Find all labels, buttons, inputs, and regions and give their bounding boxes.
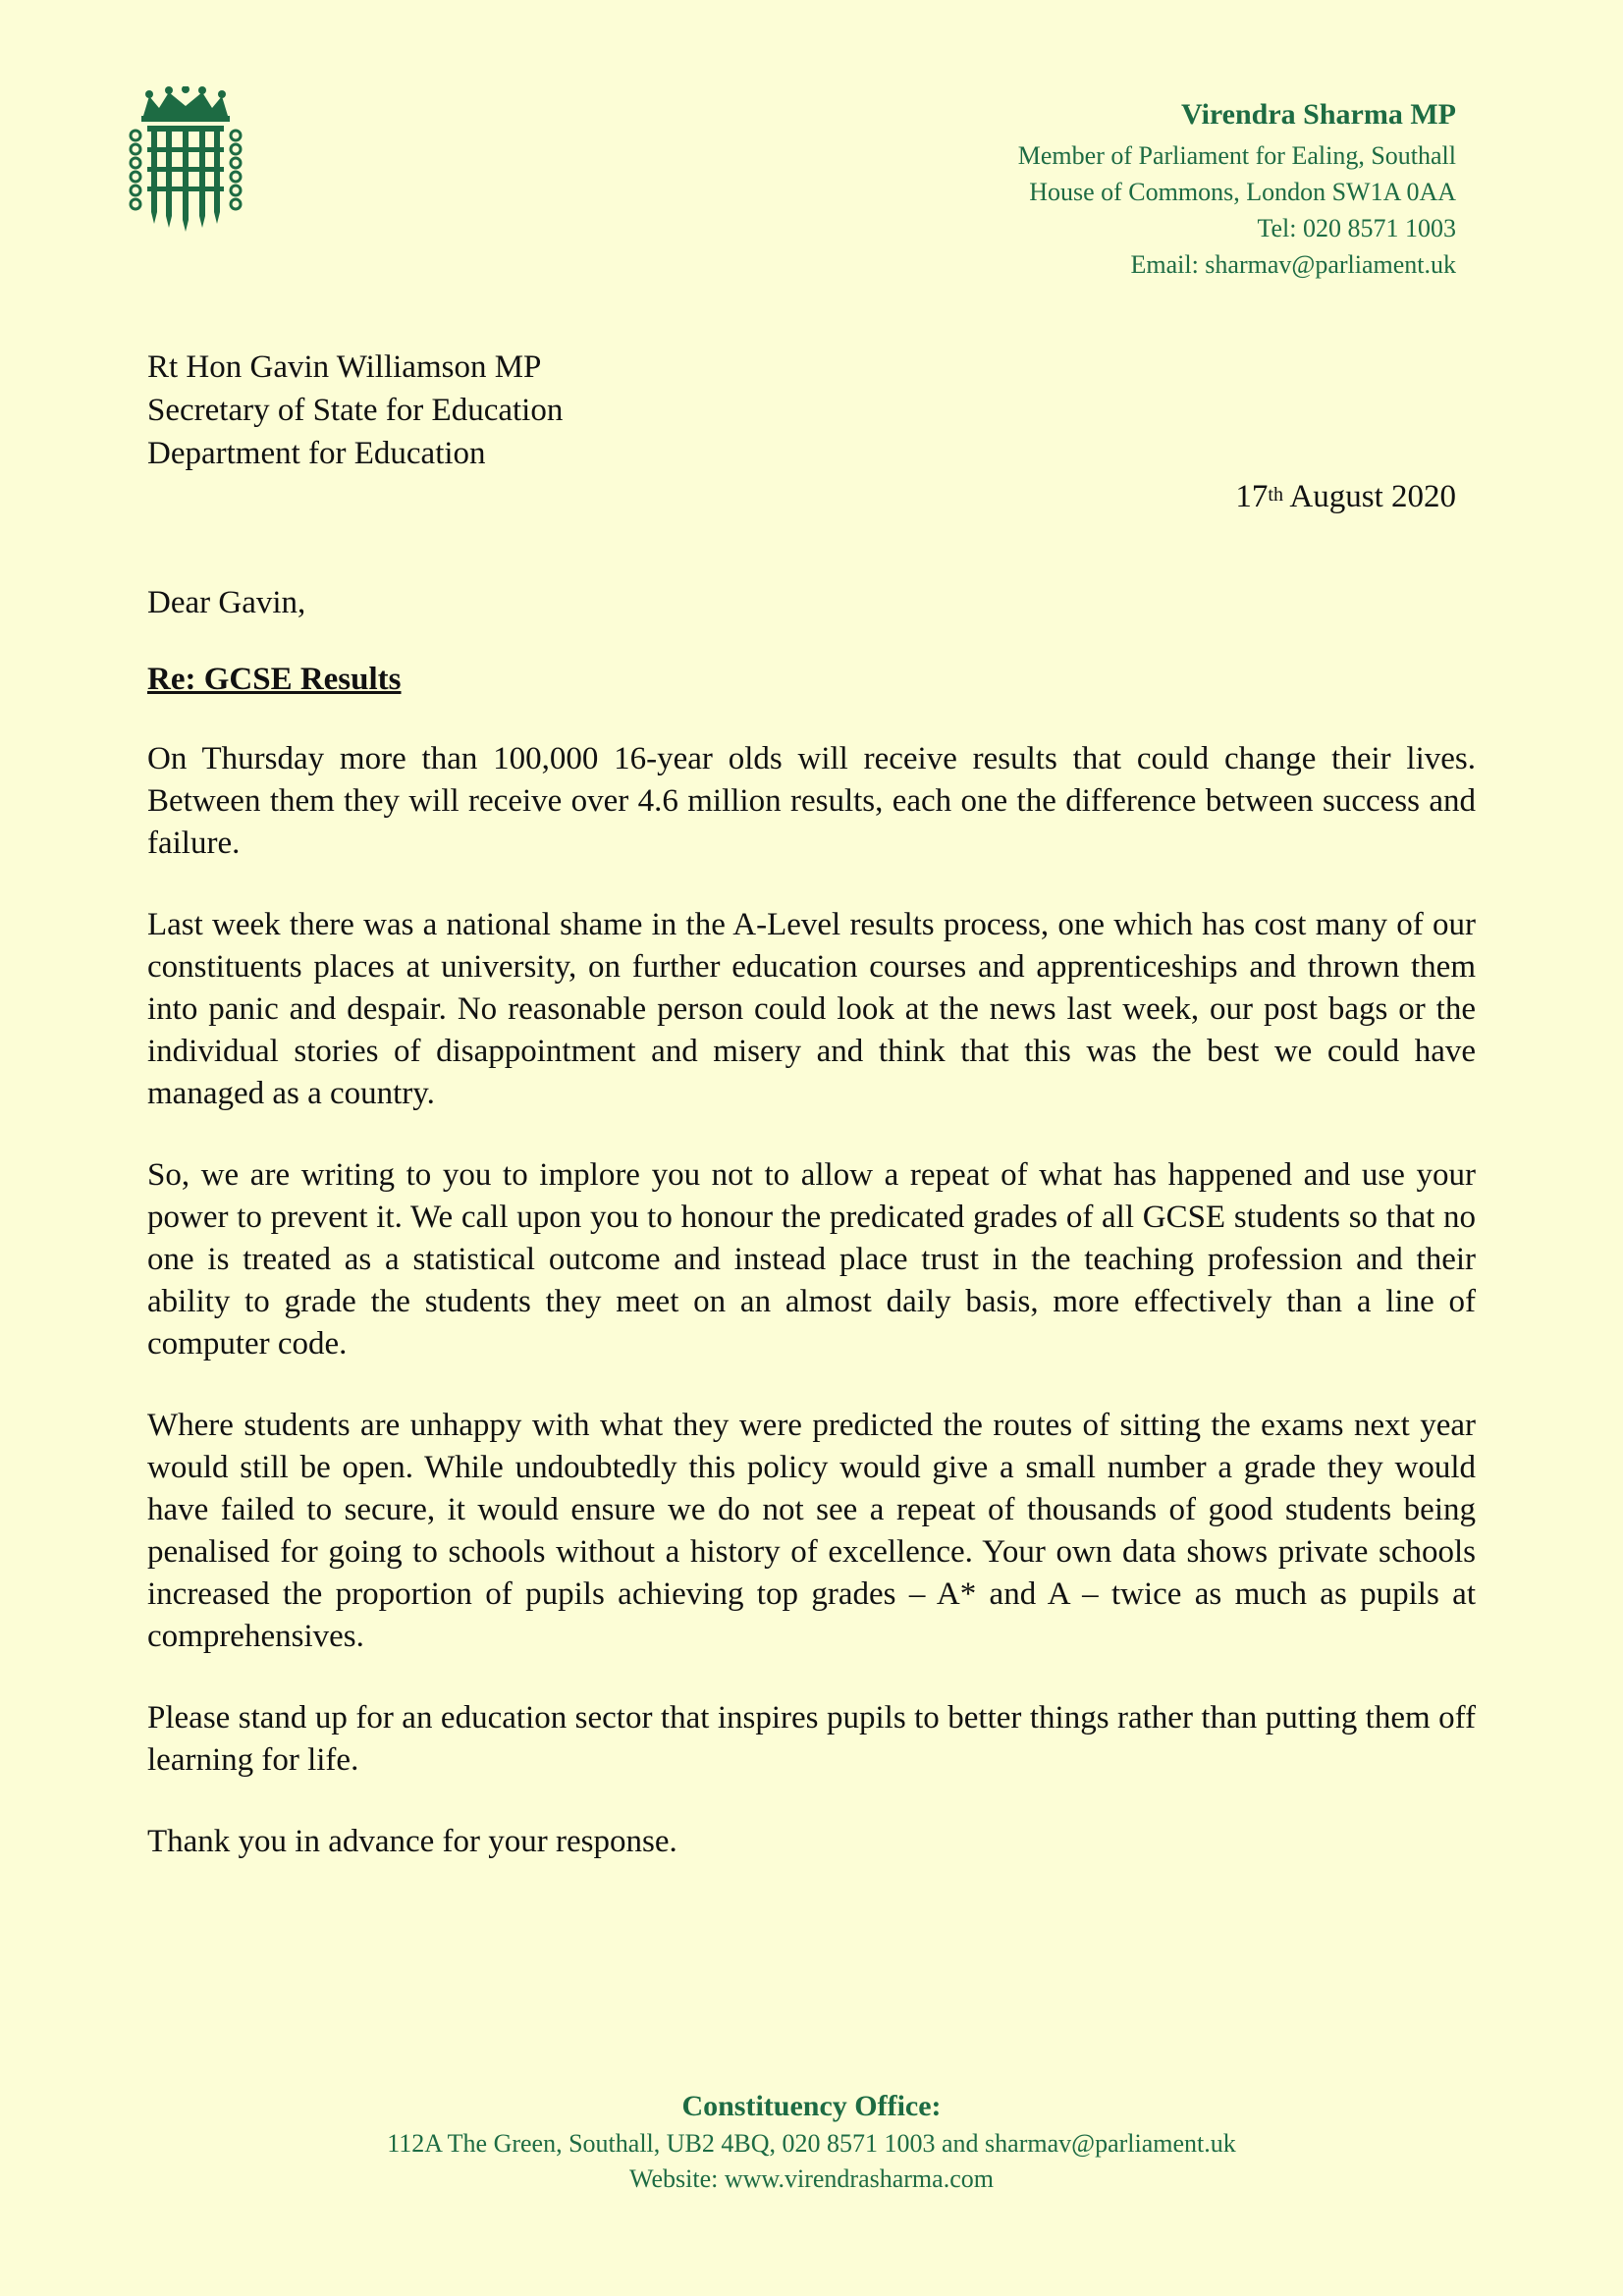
sender-email: Email: sharmav@parliament.uk xyxy=(1130,250,1456,279)
sender-name: Virendra Sharma MP xyxy=(1181,98,1456,131)
sender-tel: Tel: 020 8571 1003 xyxy=(1257,214,1456,242)
sender-block xyxy=(1018,94,1456,283)
body-paragraph: Last week there was a national shame in the A-Level results process, one which has cost many of our constituents places at university, on further education courses and apprenticeships and thrown them into panic and despair. No reasonable person could look at the news last week, our post bags or the individual stories of disappointment and misery and think that this was the best we could have managed as a country. xyxy=(147,907,1476,1111)
footer xyxy=(0,2087,1623,2197)
subject-line: Re: GCSE Results xyxy=(147,662,402,697)
body-paragraph: Where students are unhappy with what they were predicted the routes of sitting the exams next year would still be open. While undoubtedly this policy would give a small number a grade they would have failed to secure, it would ensure we do not see a repeat of thousands of good students being penalised for going to schools without a history of excellence. Your own data shows private schools increased the proportion of pupils achieving top grades – A* and A – twice as much as pupils at comprehensives. xyxy=(147,1408,1476,1654)
body-paragraph: On Thursday more than 100,000 16-year olds will receive results that could change their lives. Between them they will receive over 4.6 million results, each one the difference between success and failure. xyxy=(147,741,1476,861)
letter-body xyxy=(147,738,1476,1902)
sender-role: Member of Parliament for Ealing, Southall xyxy=(1017,141,1456,170)
date-day: 17 xyxy=(1235,479,1269,514)
constituency-office-title: Constituency Office: xyxy=(681,2090,942,2122)
constituency-office-address: 112A The Green, Southall, UB2 4BQ, 020 8571 1003 and sharmav@parliament.uk xyxy=(387,2129,1236,2158)
portcullis-crown-icon xyxy=(126,86,245,232)
date-rest: August 2020 xyxy=(1289,479,1456,514)
recipient-department: Department for Education xyxy=(147,436,486,471)
recipient-name: Rt Hon Gavin Williamson MP xyxy=(147,349,542,385)
letter-date xyxy=(1235,475,1456,518)
date-suffix: th xyxy=(1268,484,1283,506)
salutation: Dear Gavin, xyxy=(147,585,306,620)
body-paragraph: Please stand up for an education sector that inspires pupils to better things rather than putting them off learning for life. xyxy=(147,1700,1476,1778)
recipient-title: Secretary of State for Education xyxy=(147,393,564,428)
sender-address: House of Commons, London SW1A 0AA xyxy=(1029,178,1456,206)
website-link[interactable]: Website: www.virendrasharma.com xyxy=(629,2164,994,2193)
recipient-block xyxy=(147,346,563,475)
body-paragraph: So, we are writing to you to implore you not to allow a repeat of what has happened and use your power to prevent it. We call upon you to honour the predicated grades of all GCSE students so that no one is treated as a statistical outcome and instead place trust in the teaching profession and their ability to grade the students they meet on an almost daily basis, more effectively than a line of computer code. xyxy=(147,1157,1476,1362)
closing-line: Thank you in advance for your response. xyxy=(147,1824,677,1859)
parliament-logo xyxy=(126,86,245,232)
